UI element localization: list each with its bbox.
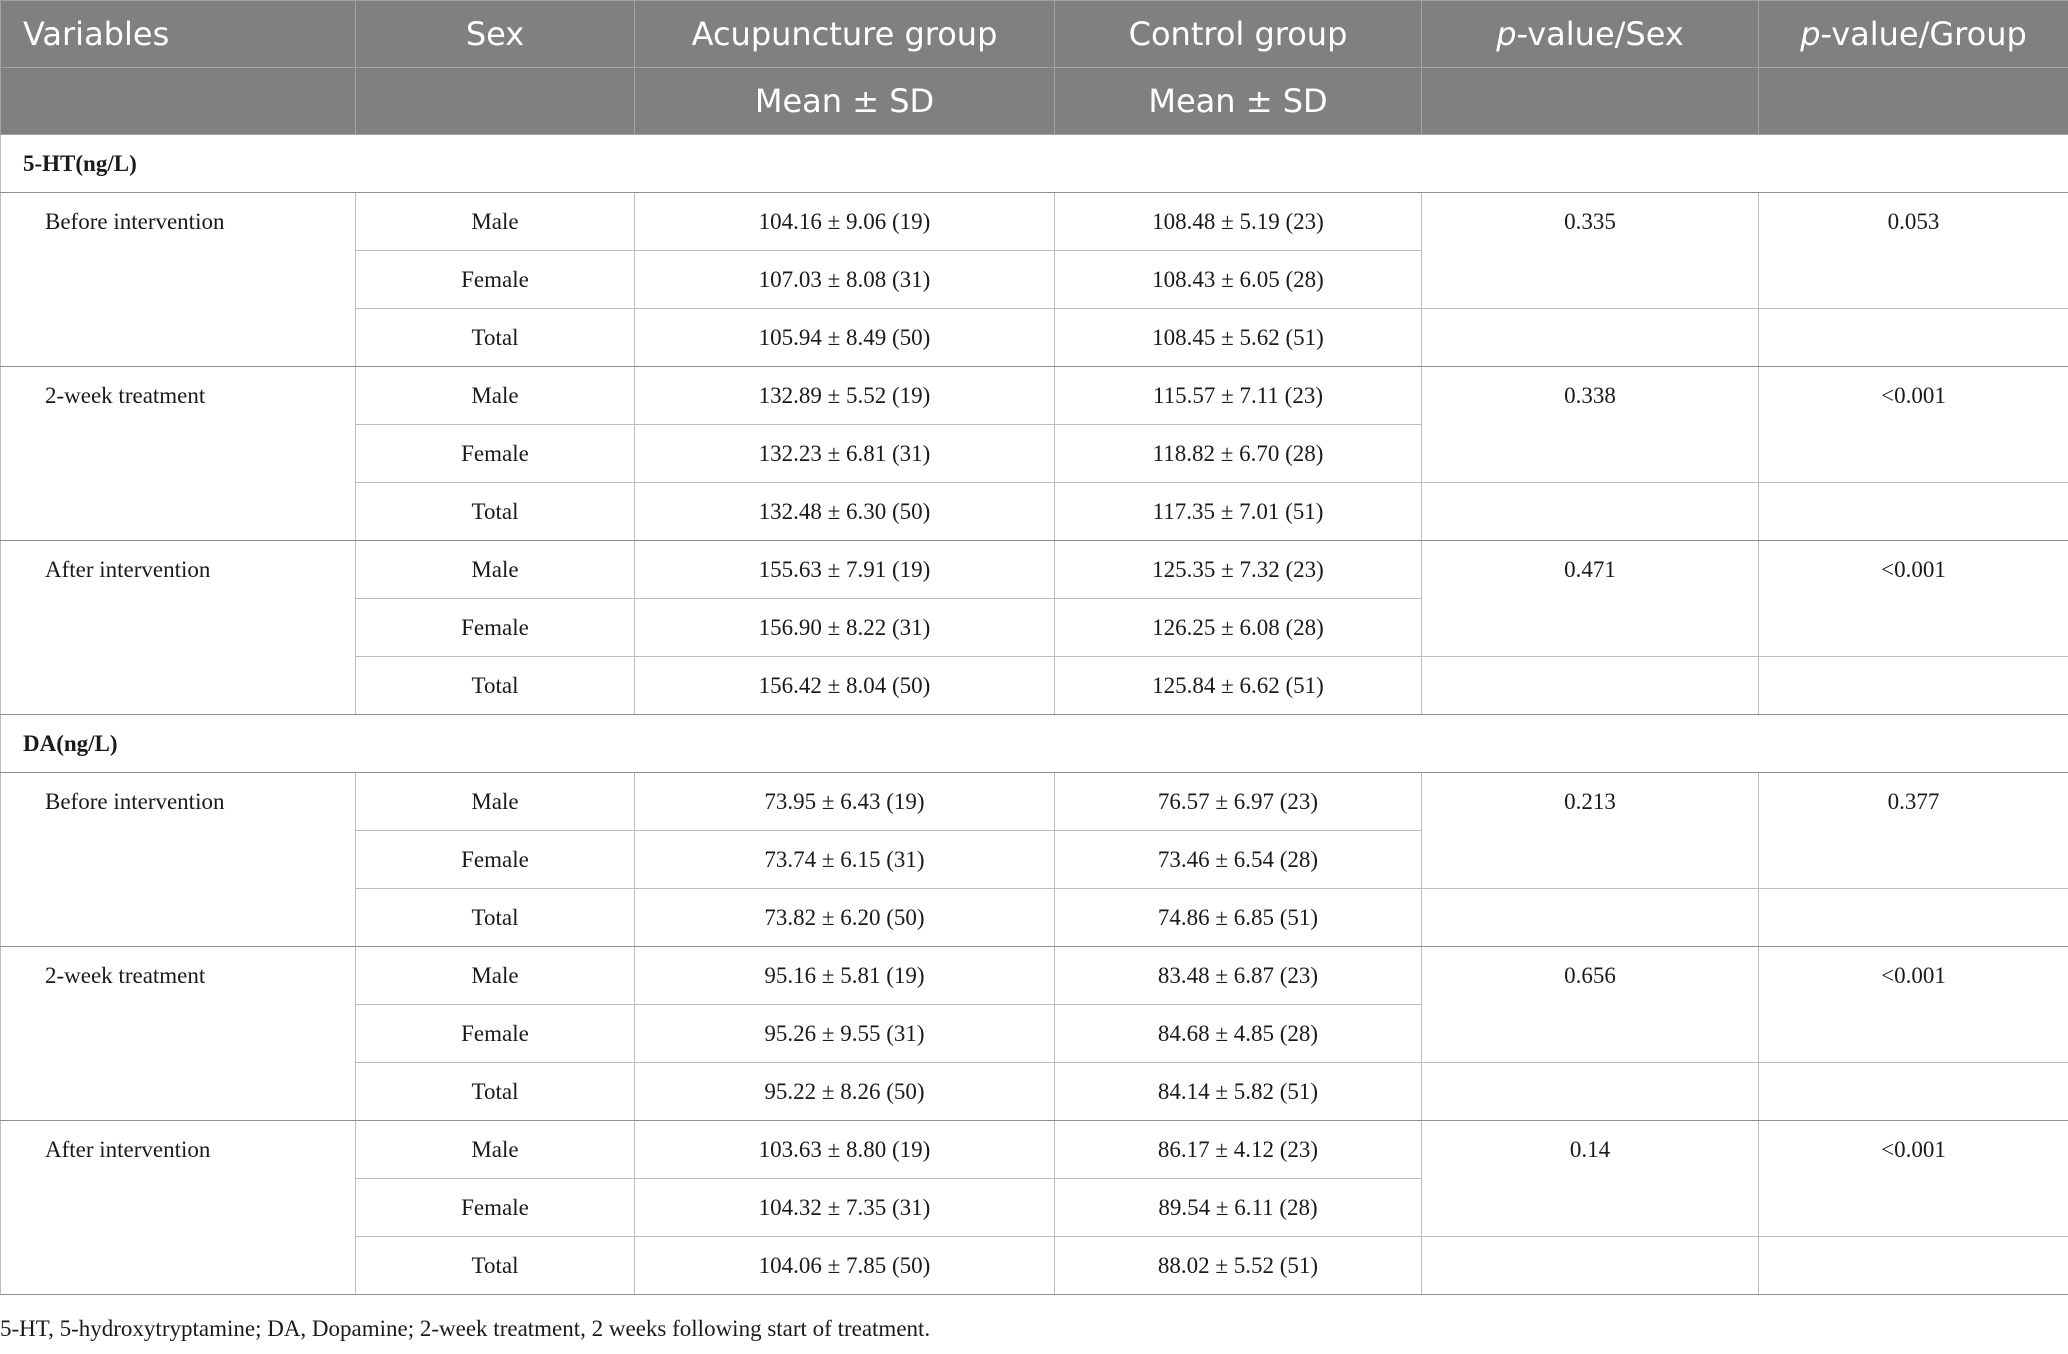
sex-cell <box>356 599 635 657</box>
header-empty <box>1 68 356 135</box>
sex-cell-text: Female <box>461 1195 529 1220</box>
stage-label <box>1 1005 356 1063</box>
acupuncture-value <box>635 1005 1055 1063</box>
stage-label <box>1 889 356 947</box>
control-value-text: 117.35 ± 7.01 (51) <box>1152 499 1324 524</box>
acupuncture-value-text: 132.23 ± 6.81 (31) <box>758 441 931 466</box>
header-p-italic: p <box>1496 15 1517 53</box>
p-value-group <box>1759 251 2068 309</box>
stage-label-text: 2-week treatment <box>45 383 206 408</box>
stage-label <box>1 773 356 831</box>
acupuncture-value <box>635 425 1055 483</box>
control-value <box>1055 309 1422 367</box>
acupuncture-value <box>635 367 1055 425</box>
p-value-sex-text <box>1422 251 1758 268</box>
sex-cell <box>356 251 635 309</box>
sex-cell <box>356 889 635 947</box>
control-value <box>1055 251 1422 309</box>
sex-cell-text: Total <box>471 1253 519 1278</box>
sex-cell <box>356 483 635 541</box>
acupuncture-value-text: 103.63 ± 8.80 (19) <box>758 1137 931 1162</box>
stage-label-text <box>1 599 355 616</box>
p-value-sex <box>1422 251 1759 309</box>
p-value-sex <box>1422 947 1759 1005</box>
sex-cell-text: Male <box>471 209 519 234</box>
control-value-text: 126.25 ± 6.08 (28) <box>1152 615 1324 640</box>
sex-cell-text: Total <box>471 905 519 930</box>
acupuncture-value <box>635 541 1055 599</box>
acupuncture-value <box>635 251 1055 309</box>
table-row <box>1 1237 2068 1295</box>
p-value-group-text <box>1759 251 2068 268</box>
p-value-group <box>1759 773 2068 831</box>
stage-label <box>1 483 356 541</box>
acupuncture-value <box>635 1063 1055 1121</box>
p-value-group-text <box>1759 1179 2068 1196</box>
control-value <box>1055 947 1422 1005</box>
sex-cell-text: Total <box>471 1079 519 1104</box>
p-value-sex <box>1422 1237 1759 1295</box>
stage-label-text <box>1 889 355 906</box>
p-value-group <box>1759 483 2068 541</box>
p-value-group-text: <0.001 <box>1881 1137 1946 1162</box>
acupuncture-value <box>635 599 1055 657</box>
control-value <box>1055 599 1422 657</box>
p-value-sex-text: 0.335 <box>1564 209 1616 234</box>
control-value <box>1055 1063 1422 1121</box>
table-row <box>1 1063 2068 1121</box>
p-value-group-text <box>1759 657 2068 674</box>
p-value-group <box>1759 599 2068 657</box>
stage-label <box>1 947 356 1005</box>
sex-cell-text: Female <box>461 847 529 872</box>
p-value-group-text <box>1759 889 2068 906</box>
sex-cell <box>356 1179 635 1237</box>
p-value-sex-text <box>1422 309 1758 326</box>
table-row <box>1 947 2068 1005</box>
p-value-sex-text <box>1422 483 1758 500</box>
control-value-text: 83.48 ± 6.87 (23) <box>1157 963 1319 988</box>
sex-cell <box>356 309 635 367</box>
stage-label-text <box>1 1005 355 1022</box>
control-value <box>1055 889 1422 947</box>
control-value <box>1055 367 1422 425</box>
stage-label <box>1 367 356 425</box>
p-value-group-text <box>1759 1237 2068 1254</box>
control-value-text: 125.35 ± 7.32 (23) <box>1152 557 1324 582</box>
stage-label <box>1 425 356 483</box>
p-value-group <box>1759 1179 2068 1237</box>
header-mean-sd-control: Mean ± SD <box>1055 68 1422 135</box>
p-value-sex-text <box>1422 831 1758 848</box>
control-value-text: 115.57 ± 7.11 (23) <box>1153 383 1323 408</box>
control-value-text: 108.43 ± 6.05 (28) <box>1152 267 1324 292</box>
stage-label-text <box>1 251 355 268</box>
p-value-group <box>1759 193 2068 251</box>
p-value-sex-text: 0.213 <box>1564 789 1616 814</box>
p-value-group <box>1759 309 2068 367</box>
control-value-text: 86.17 ± 4.12 (23) <box>1157 1137 1319 1162</box>
acupuncture-value-text: 95.16 ± 5.81 (19) <box>764 963 925 988</box>
p-value-sex-text <box>1422 1237 1758 1254</box>
acupuncture-value <box>635 1179 1055 1237</box>
stage-label-text <box>1 657 355 674</box>
stage-label <box>1 1237 356 1295</box>
p-value-sex <box>1422 367 1759 425</box>
p-value-sex <box>1422 483 1759 541</box>
control-value <box>1055 1121 1422 1179</box>
stage-label-text <box>1 425 355 442</box>
sex-cell-text: Female <box>461 1021 529 1046</box>
acupuncture-value <box>635 309 1055 367</box>
stage-label-text: After intervention <box>45 1137 211 1162</box>
control-value-text: 89.54 ± 6.11 (28) <box>1158 1195 1318 1220</box>
p-value-sex <box>1422 657 1759 715</box>
header-row-1 <box>1 1 2068 68</box>
header-sex: Sex <box>356 1 635 68</box>
sex-cell <box>356 367 635 425</box>
sex-cell <box>356 425 635 483</box>
acupuncture-value-text: 104.06 ± 7.85 (50) <box>758 1253 931 1278</box>
p-value-sex <box>1422 1063 1759 1121</box>
sex-cell-text: Total <box>471 499 519 524</box>
table-row <box>1 367 2068 425</box>
control-value-text: 125.84 ± 6.62 (51) <box>1152 673 1324 698</box>
control-value-text: 73.46 ± 6.54 (28) <box>1157 847 1319 872</box>
stage-label <box>1 657 356 715</box>
table-row <box>1 425 2068 483</box>
stage-label-text <box>1 483 355 500</box>
header-control-group: Control group <box>1055 1 1422 68</box>
acupuncture-value-text: 95.26 ± 9.55 (31) <box>764 1021 925 1046</box>
sex-cell <box>356 831 635 889</box>
header-empty <box>1422 68 1759 135</box>
table-header <box>1 1 2068 135</box>
control-value-text: 88.02 ± 5.52 (51) <box>1157 1253 1319 1278</box>
acupuncture-value <box>635 1237 1055 1295</box>
sex-cell <box>356 1121 635 1179</box>
p-value-group-text <box>1759 1063 2068 1080</box>
header-row-2 <box>1 68 2068 135</box>
table-row <box>1 541 2068 599</box>
sex-cell-text: Total <box>471 673 519 698</box>
control-value-text: 76.57 ± 6.97 (23) <box>1157 789 1319 814</box>
section-title <box>1 715 2068 773</box>
p-value-group-text: <0.001 <box>1881 383 1946 408</box>
acupuncture-value-text: 73.74 ± 6.15 (31) <box>764 847 925 872</box>
p-value-group-text <box>1759 425 2068 442</box>
acupuncture-value-text: 156.90 ± 8.22 (31) <box>758 615 931 640</box>
p-value-group-text: 0.053 <box>1887 209 1940 234</box>
sex-cell <box>356 193 635 251</box>
stage-label-text <box>1 1063 355 1080</box>
control-value-text: 108.48 ± 5.19 (23) <box>1152 209 1324 234</box>
control-value-text: 84.68 ± 4.85 (28) <box>1157 1021 1319 1046</box>
table-row <box>1 599 2068 657</box>
stage-label <box>1 599 356 657</box>
stage-label <box>1 1063 356 1121</box>
sex-cell-text: Male <box>471 963 519 988</box>
p-value-group-text: <0.001 <box>1881 963 1946 988</box>
p-value-sex <box>1422 599 1759 657</box>
p-value-group <box>1759 1237 2068 1295</box>
p-value-group <box>1759 889 2068 947</box>
p-value-sex-text <box>1422 1179 1758 1196</box>
sex-cell-text: Female <box>461 441 529 466</box>
p-value-group <box>1759 831 2068 889</box>
sex-cell-text: Total <box>471 325 519 350</box>
table-row <box>1 657 2068 715</box>
p-value-sex <box>1422 773 1759 831</box>
header-variables: Variables <box>1 1 356 68</box>
header-mean-sd-acupuncture: Mean ± SD <box>635 68 1055 135</box>
p-value-group-text <box>1759 309 2068 326</box>
acupuncture-value <box>635 773 1055 831</box>
section-title-text: DA(ng/L) <box>23 731 118 756</box>
table-row <box>1 483 2068 541</box>
table-row <box>1 889 2068 947</box>
control-value <box>1055 425 1422 483</box>
table-row <box>1 773 2068 831</box>
p-value-group-text <box>1759 599 2068 616</box>
stage-label-text: After intervention <box>45 557 211 582</box>
acupuncture-value <box>635 1121 1055 1179</box>
acupuncture-value-text: 95.22 ± 8.26 (50) <box>764 1079 925 1104</box>
sex-cell <box>356 1237 635 1295</box>
p-value-sex <box>1422 831 1759 889</box>
stage-label-text <box>1 831 355 848</box>
p-value-sex-text <box>1422 425 1758 442</box>
p-value-group <box>1759 367 2068 425</box>
header-p-italic: p <box>1800 15 1821 53</box>
sex-cell-text: Male <box>471 557 519 582</box>
p-value-group-text <box>1759 1005 2068 1022</box>
p-value-group <box>1759 425 2068 483</box>
acupuncture-value-text: 73.82 ± 6.20 (50) <box>764 905 925 930</box>
p-value-group <box>1759 1121 2068 1179</box>
header-p-value-group <box>1759 1 2068 68</box>
p-value-group-text <box>1759 831 2068 848</box>
stage-label <box>1 541 356 599</box>
table-row <box>1 1005 2068 1063</box>
p-value-sex-text <box>1422 889 1758 906</box>
p-value-group <box>1759 947 2068 1005</box>
control-value-text: 118.82 ± 6.70 (28) <box>1152 441 1324 466</box>
section-row <box>1 715 2068 773</box>
sex-cell-text: Female <box>461 267 529 292</box>
stage-label-text: Before intervention <box>45 209 225 234</box>
p-value-sex <box>1422 193 1759 251</box>
control-value-text: 84.14 ± 5.82 (51) <box>1157 1079 1319 1104</box>
sex-cell <box>356 1005 635 1063</box>
acupuncture-value-text: 132.48 ± 6.30 (50) <box>758 499 931 524</box>
acupuncture-value <box>635 831 1055 889</box>
p-value-sex <box>1422 1005 1759 1063</box>
acupuncture-value-text: 107.03 ± 8.08 (31) <box>758 267 931 292</box>
p-value-sex-text: 0.471 <box>1564 557 1616 582</box>
header-empty <box>1759 68 2068 135</box>
p-value-sex-text <box>1422 1063 1758 1080</box>
p-value-group <box>1759 1063 2068 1121</box>
acupuncture-value-text: 104.16 ± 9.06 (19) <box>758 209 931 234</box>
p-value-sex-text: 0.338 <box>1564 383 1616 408</box>
table-row <box>1 1121 2068 1179</box>
control-value <box>1055 657 1422 715</box>
p-value-sex-text <box>1422 1005 1758 1022</box>
control-value <box>1055 1237 1422 1295</box>
control-value-text: 108.45 ± 5.62 (51) <box>1152 325 1324 350</box>
stage-label <box>1 309 356 367</box>
sex-cell <box>356 773 635 831</box>
control-value <box>1055 193 1422 251</box>
acupuncture-value-text: 73.95 ± 6.43 (19) <box>764 789 925 814</box>
p-value-sex <box>1422 1179 1759 1237</box>
p-value-sex <box>1422 541 1759 599</box>
stage-label <box>1 1121 356 1179</box>
acupuncture-value <box>635 193 1055 251</box>
p-value-sex-text: 0.14 <box>1569 1137 1611 1162</box>
header-acupuncture-group: Acupuncture group <box>635 1 1055 68</box>
acupuncture-value-text: 155.63 ± 7.91 (19) <box>758 557 931 582</box>
p-value-sex-text <box>1422 657 1758 674</box>
section-title <box>1 135 2068 193</box>
sex-cell <box>356 947 635 1005</box>
section-title-text: 5-HT(ng/L) <box>23 151 137 176</box>
acupuncture-value-text: 105.94 ± 8.49 (50) <box>758 325 931 350</box>
stage-label-text: Before intervention <box>45 789 225 814</box>
acupuncture-value <box>635 947 1055 1005</box>
p-value-group <box>1759 657 2068 715</box>
acupuncture-value-text: 104.32 ± 7.35 (31) <box>758 1195 931 1220</box>
p-value-sex <box>1422 1121 1759 1179</box>
p-value-sex <box>1422 309 1759 367</box>
section-row <box>1 135 2068 193</box>
control-value <box>1055 831 1422 889</box>
p-value-group-text: 0.377 <box>1887 789 1940 814</box>
stage-label-text <box>1 1237 355 1254</box>
table-row <box>1 831 2068 889</box>
header-p-sex-suffix: -value/Sex <box>1516 15 1684 53</box>
table-footnote: 5-HT, 5-hydroxytryptamine; DA, Dopamine; 2-week treatment, 2 weeks following start of treatment. <box>0 1316 931 1341</box>
p-value-group-text: <0.001 <box>1881 557 1946 582</box>
header-p-group-suffix: -value/Group <box>1820 15 2027 53</box>
sex-cell-text: Male <box>471 383 519 408</box>
acupuncture-value <box>635 889 1055 947</box>
table-row <box>1 309 2068 367</box>
header-empty <box>356 68 635 135</box>
control-value <box>1055 773 1422 831</box>
table-row <box>1 251 2068 309</box>
acupuncture-value <box>635 657 1055 715</box>
stage-label-text: 2-week treatment <box>45 963 206 988</box>
acupuncture-value-text: 132.89 ± 5.52 (19) <box>758 383 931 408</box>
sex-cell-text: Male <box>471 789 519 814</box>
control-value <box>1055 1005 1422 1063</box>
table-row <box>1 1179 2068 1237</box>
sex-cell <box>356 541 635 599</box>
p-value-group <box>1759 541 2068 599</box>
control-value <box>1055 483 1422 541</box>
p-value-sex <box>1422 425 1759 483</box>
control-value-text: 74.86 ± 6.85 (51) <box>1157 905 1319 930</box>
p-value-sex-text: 0.656 <box>1564 963 1616 988</box>
p-value-sex <box>1422 889 1759 947</box>
stage-label <box>1 193 356 251</box>
control-value <box>1055 1179 1422 1237</box>
p-value-group <box>1759 1005 2068 1063</box>
stage-label <box>1 1179 356 1237</box>
sex-cell-text: Male <box>471 1137 519 1162</box>
acupuncture-value-text: 156.42 ± 8.04 (50) <box>758 673 931 698</box>
p-value-group-text <box>1759 483 2068 500</box>
header-p-value-sex <box>1422 1 1759 68</box>
sex-cell <box>356 657 635 715</box>
stage-label-text <box>1 309 355 326</box>
sex-cell-text: Female <box>461 615 529 640</box>
control-value <box>1055 541 1422 599</box>
p-value-sex-text <box>1422 599 1758 616</box>
table-body <box>1 135 2068 1295</box>
sex-cell <box>356 1063 635 1121</box>
acupuncture-value <box>635 483 1055 541</box>
stage-label <box>1 251 356 309</box>
stage-label-text <box>1 1179 355 1196</box>
stage-label <box>1 831 356 889</box>
table-row <box>1 193 2068 251</box>
